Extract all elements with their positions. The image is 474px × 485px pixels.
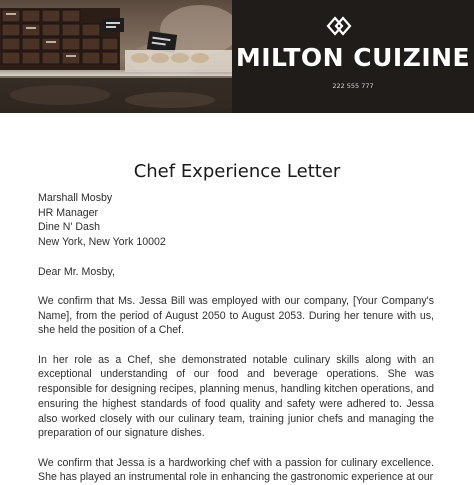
header-photo: [0, 0, 232, 113]
recipient-company: Dine N' Dash: [38, 221, 101, 234]
paragraph-role: In her role as a Chef, she demonstrated notable culinary skills along with an exceptional understanding of our food and beverage operations. She was responsible for designing recipes, planning menus, handling kitchen operations, and ensuring the highest standards of food quality and safety were adhered to. Jessa also worked closely with our culinary team, training junior chefs and managing the preparation of our signature dishes.: [38, 353, 434, 440]
glass-shelf: [0, 70, 232, 76]
brownie-tray: [0, 8, 120, 70]
recipient-address: [38, 191, 434, 250]
price-tag: [102, 18, 124, 32]
letter-body: [38, 191, 434, 485]
recipient-position: HR Manager: [38, 206, 99, 219]
paragraph-confirmation: We confirm that Jessa is a hardworking chef with a passion for culinary excellence. She has played an instrumental role in enhancing the gastronomic experience at our: [38, 456, 434, 484]
letter-title: Chef Experience Letter: [133, 161, 341, 182]
interlocking-diamonds-icon: [327, 16, 351, 36]
recipient-name: Marshall Mosby: [38, 192, 113, 204]
letterhead: [0, 0, 474, 113]
company-phone: 222 555 777: [332, 82, 374, 90]
salutation: Dear Mr. Mosby,: [38, 265, 115, 278]
bakery-photo: [0, 0, 232, 113]
paragraph-employment: We confirm that Ms. Jessa Bill was employed with our company, [Your Company's Name], from the period of August 2050 to August 2053. During her tenure with us, she held the position of a Chef.: [38, 294, 434, 337]
recipient-city: New York, New York 10002: [38, 236, 166, 249]
company-name: MILTON CUIZINE: [235, 43, 471, 72]
